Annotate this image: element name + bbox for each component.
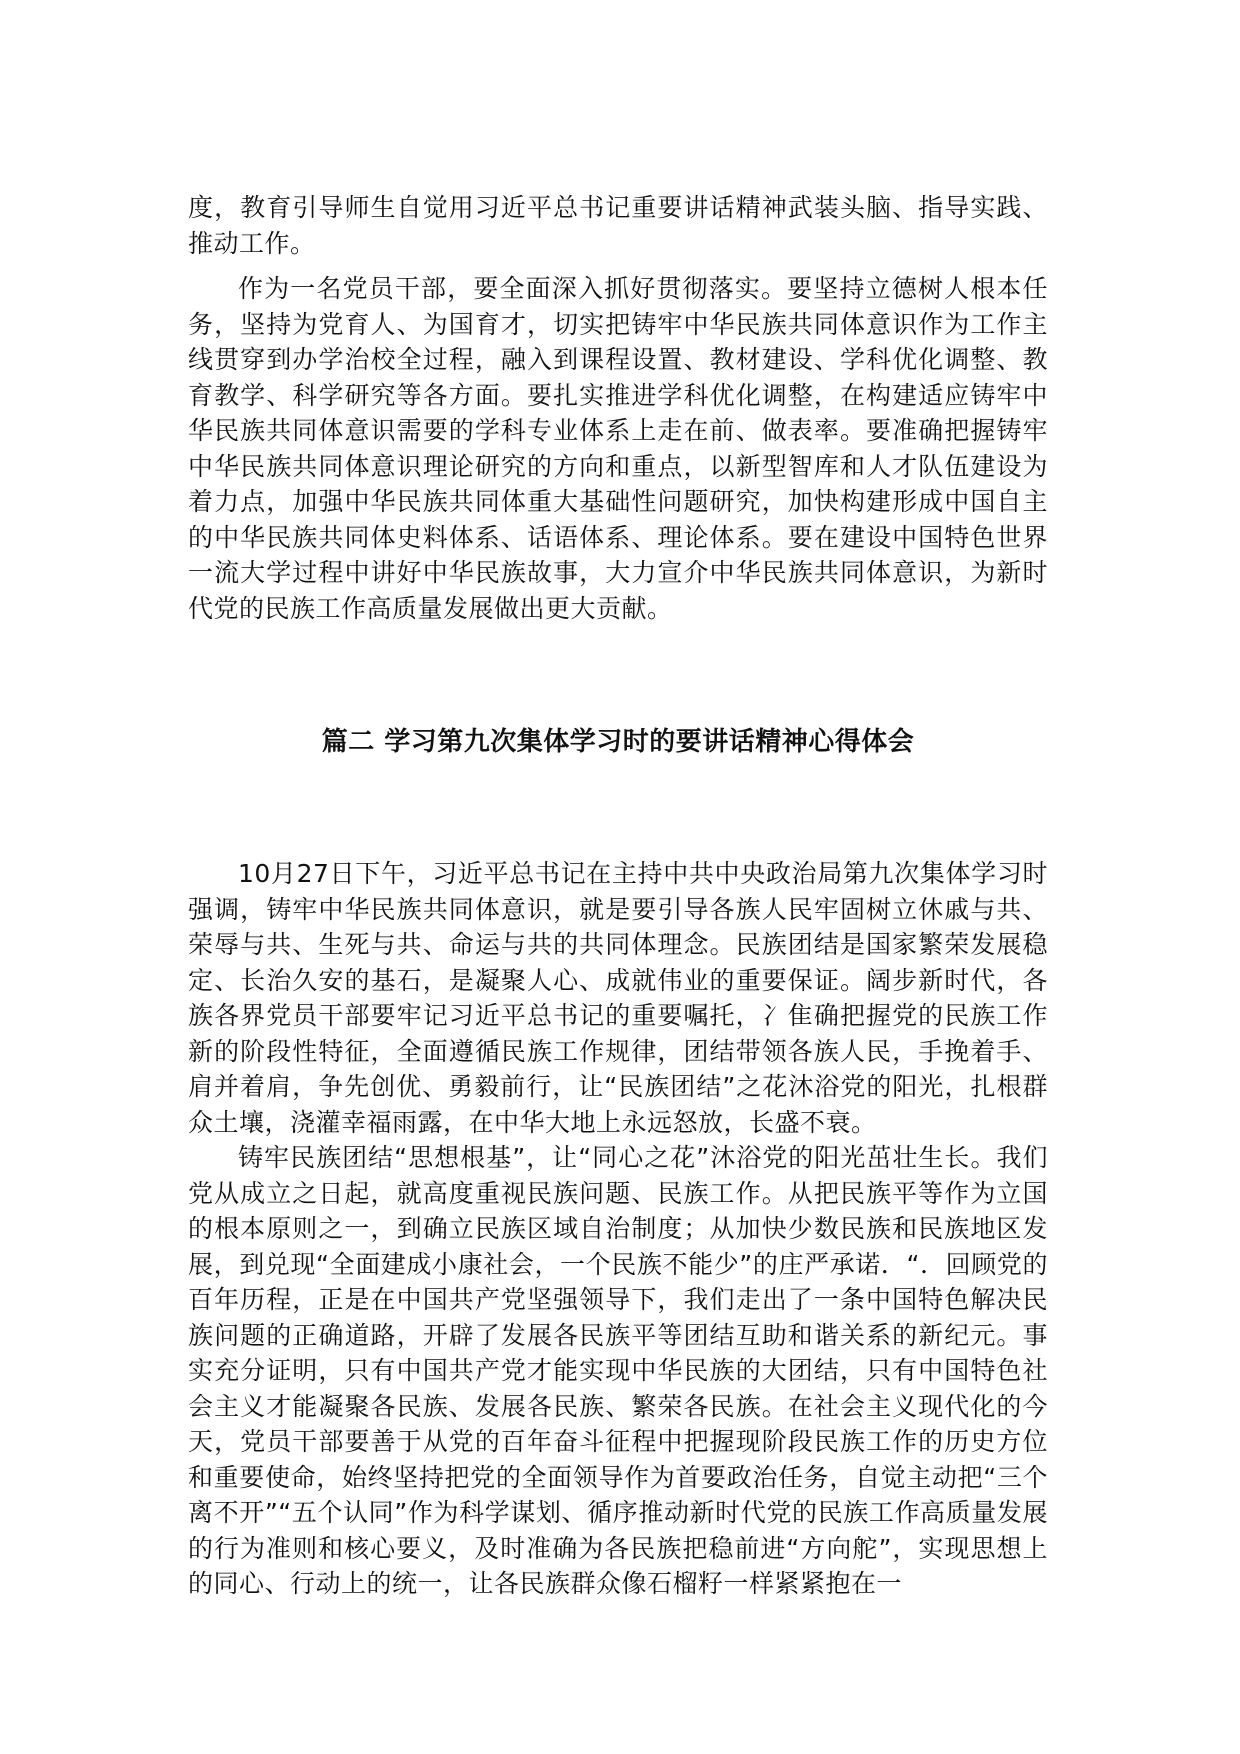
- section-title: 篇二 学习第九次集体学习时的要讲话精神心得体会: [321, 727, 915, 757]
- paragraph-party-cadre-implementation: 作为一名党员干部，要全面深入抓好贯彻落实。要坚持立德树人根本任务，坚持为党育人、为国育才，切实把铸牢中华民族共同体意识作为工作主线贯穿到办学治校全过程，融入到课程设置、教材建设、学科优化调整、教育教学、科学研究等各方面。要扎实推进学科优化调整，在构建适应铸牢中华民族共同体意识需要的学科专业体系上走在前、做表率。要准确把握铸牢中华民族共同体意识理论研究的方向和重点，以新型智库和人才队伍建设为着力点，加强中华民族共同体重大基础性问题研究，加快构建形成中国自主的中华民族共同体史料体系、话语体系、理论体系。要在建设中国特色世界一流大学过程中讲好中华民族故事，大力宣介中华民族共同体意识，为新时代党的民族工作高质量发展做出更大贡献。: [188, 274, 1048, 623]
- paragraph-ideological-foundation: 铸牢民族团结“思想根基”，让“同心之花”沐浴党的阳光茁壮生长。我们党从成立之日起，就高度重视民族问题、民族工作。从把民族平等作为立国的根本原则之一，到确立民族区域自治制度；从加快少数民族和民族地区发展，到兑现“全面建成小康社会，一个民族不能少”的庄严承诺．“．回顾党的百年历程，正是在中国共产党坚强领导下，我们走出了一条中国特色解决民族问题的正确道路，开辟了发展各民族平等团结互助和谐关系的新纪元。事实充分证明，只有中国共产党才能实现中华民族的大团结，只有中国特色社会主义才能凝聚各民族、发展各民族、繁荣各民族。在社会主义现代化的今天，党员干部要善于从党的百年奋斗征程中把握现阶段民族工作的历史方位和重要使命，始终坚持把党的全面领导作为首要政治任务，自觉主动把“三个离不开”“五个认同”作为科学谋划、循序推动新时代党的民族工作高质量发展的行为准则和核心要义，及时准确为各民族把稳前进“方向舵”，实现思想上的同心、行动上的统一，让各民族群众像石榴籽一样紧紧抱在一: [188, 1143, 1049, 1598]
- paragraph-continuation: 度，教育引导师生自觉用习近平总书记重要讲话精神武装头脑、指导实践、推动工作。: [188, 193, 1048, 258]
- document-body: [188, 190, 1048, 1602]
- paragraph-october-27-study: 10月27日下午，习近平总书记在主持中共中央政治局第九次集体学习时强调，铸牢中华民族共同体意识，就是要引导各族人民牢固树立休戚与共、荣辱与共、生死与共、命运与共的共同体理念。民族团结是国家繁荣发展稳定、长治久安的基石，是凝聚人心、成就伟业的重要保证。阔步新时代，各族各界党员干部要牢记习近平总书记的重要嘱托，冫隹确把握党的民族工作新的阶段性特征，全面遵循民族工作规律，团结带领各族人民，手挽着手、肩并着肩，争先创优、勇毅前行，让“民族团结”之花沐浴党的阳光，扎根群众土壤，浇灌幸福雨露，在中华大地上永远怒放，长盛不衰。: [188, 859, 1048, 1137]
